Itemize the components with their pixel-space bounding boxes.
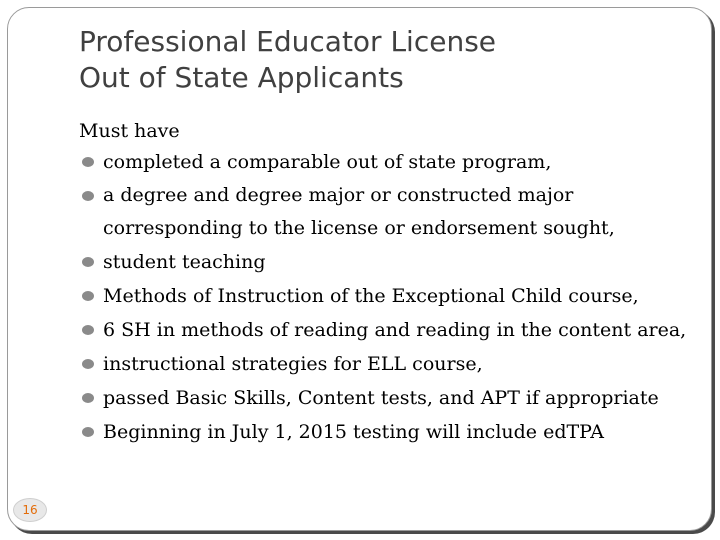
list-item-text: 6 SH in methods of reading and reading in the content area, — [103, 319, 687, 341]
list-item — [79, 179, 699, 245]
list-item — [79, 313, 699, 347]
bullet-icon — [82, 291, 94, 301]
title-line-2: Out of State Applicants — [79, 61, 404, 94]
bullet-icon — [82, 359, 94, 369]
title-line-1: Professional Educator License — [79, 25, 497, 58]
bullet-icon — [82, 325, 94, 335]
list-item-text: student teaching — [103, 251, 266, 273]
lead-text: Must have — [79, 120, 180, 142]
list-item-text: Methods of Instruction of the Exceptional Child course, — [103, 285, 639, 307]
list-item — [79, 145, 699, 179]
list-item-text: a degree and degree major or constructed major corresponding to the license or endorsement sought, — [103, 184, 615, 239]
slide-title — [79, 24, 679, 96]
bullet-icon — [82, 393, 94, 403]
list-item-text: Beginning in July 1, 2015 testing will include edTPA — [103, 421, 604, 443]
list-item — [79, 245, 699, 279]
page-number-badge: 16 — [13, 498, 47, 522]
bullet-icon — [82, 427, 94, 437]
bullet-icon — [82, 191, 94, 201]
list-item-text: passed Basic Skills, Content tests, and APT if appropriate — [103, 387, 659, 409]
list-item — [79, 415, 699, 449]
bullet-list — [79, 145, 699, 449]
list-item-text: instructional strategies for ELL course, — [103, 353, 483, 375]
list-item-text: completed a comparable out of state program, — [103, 151, 552, 173]
list-item — [79, 381, 699, 415]
list-item — [79, 347, 699, 381]
slide-body — [79, 117, 699, 449]
bullet-icon — [82, 257, 94, 267]
bullet-icon — [82, 157, 94, 167]
list-item — [79, 279, 699, 313]
